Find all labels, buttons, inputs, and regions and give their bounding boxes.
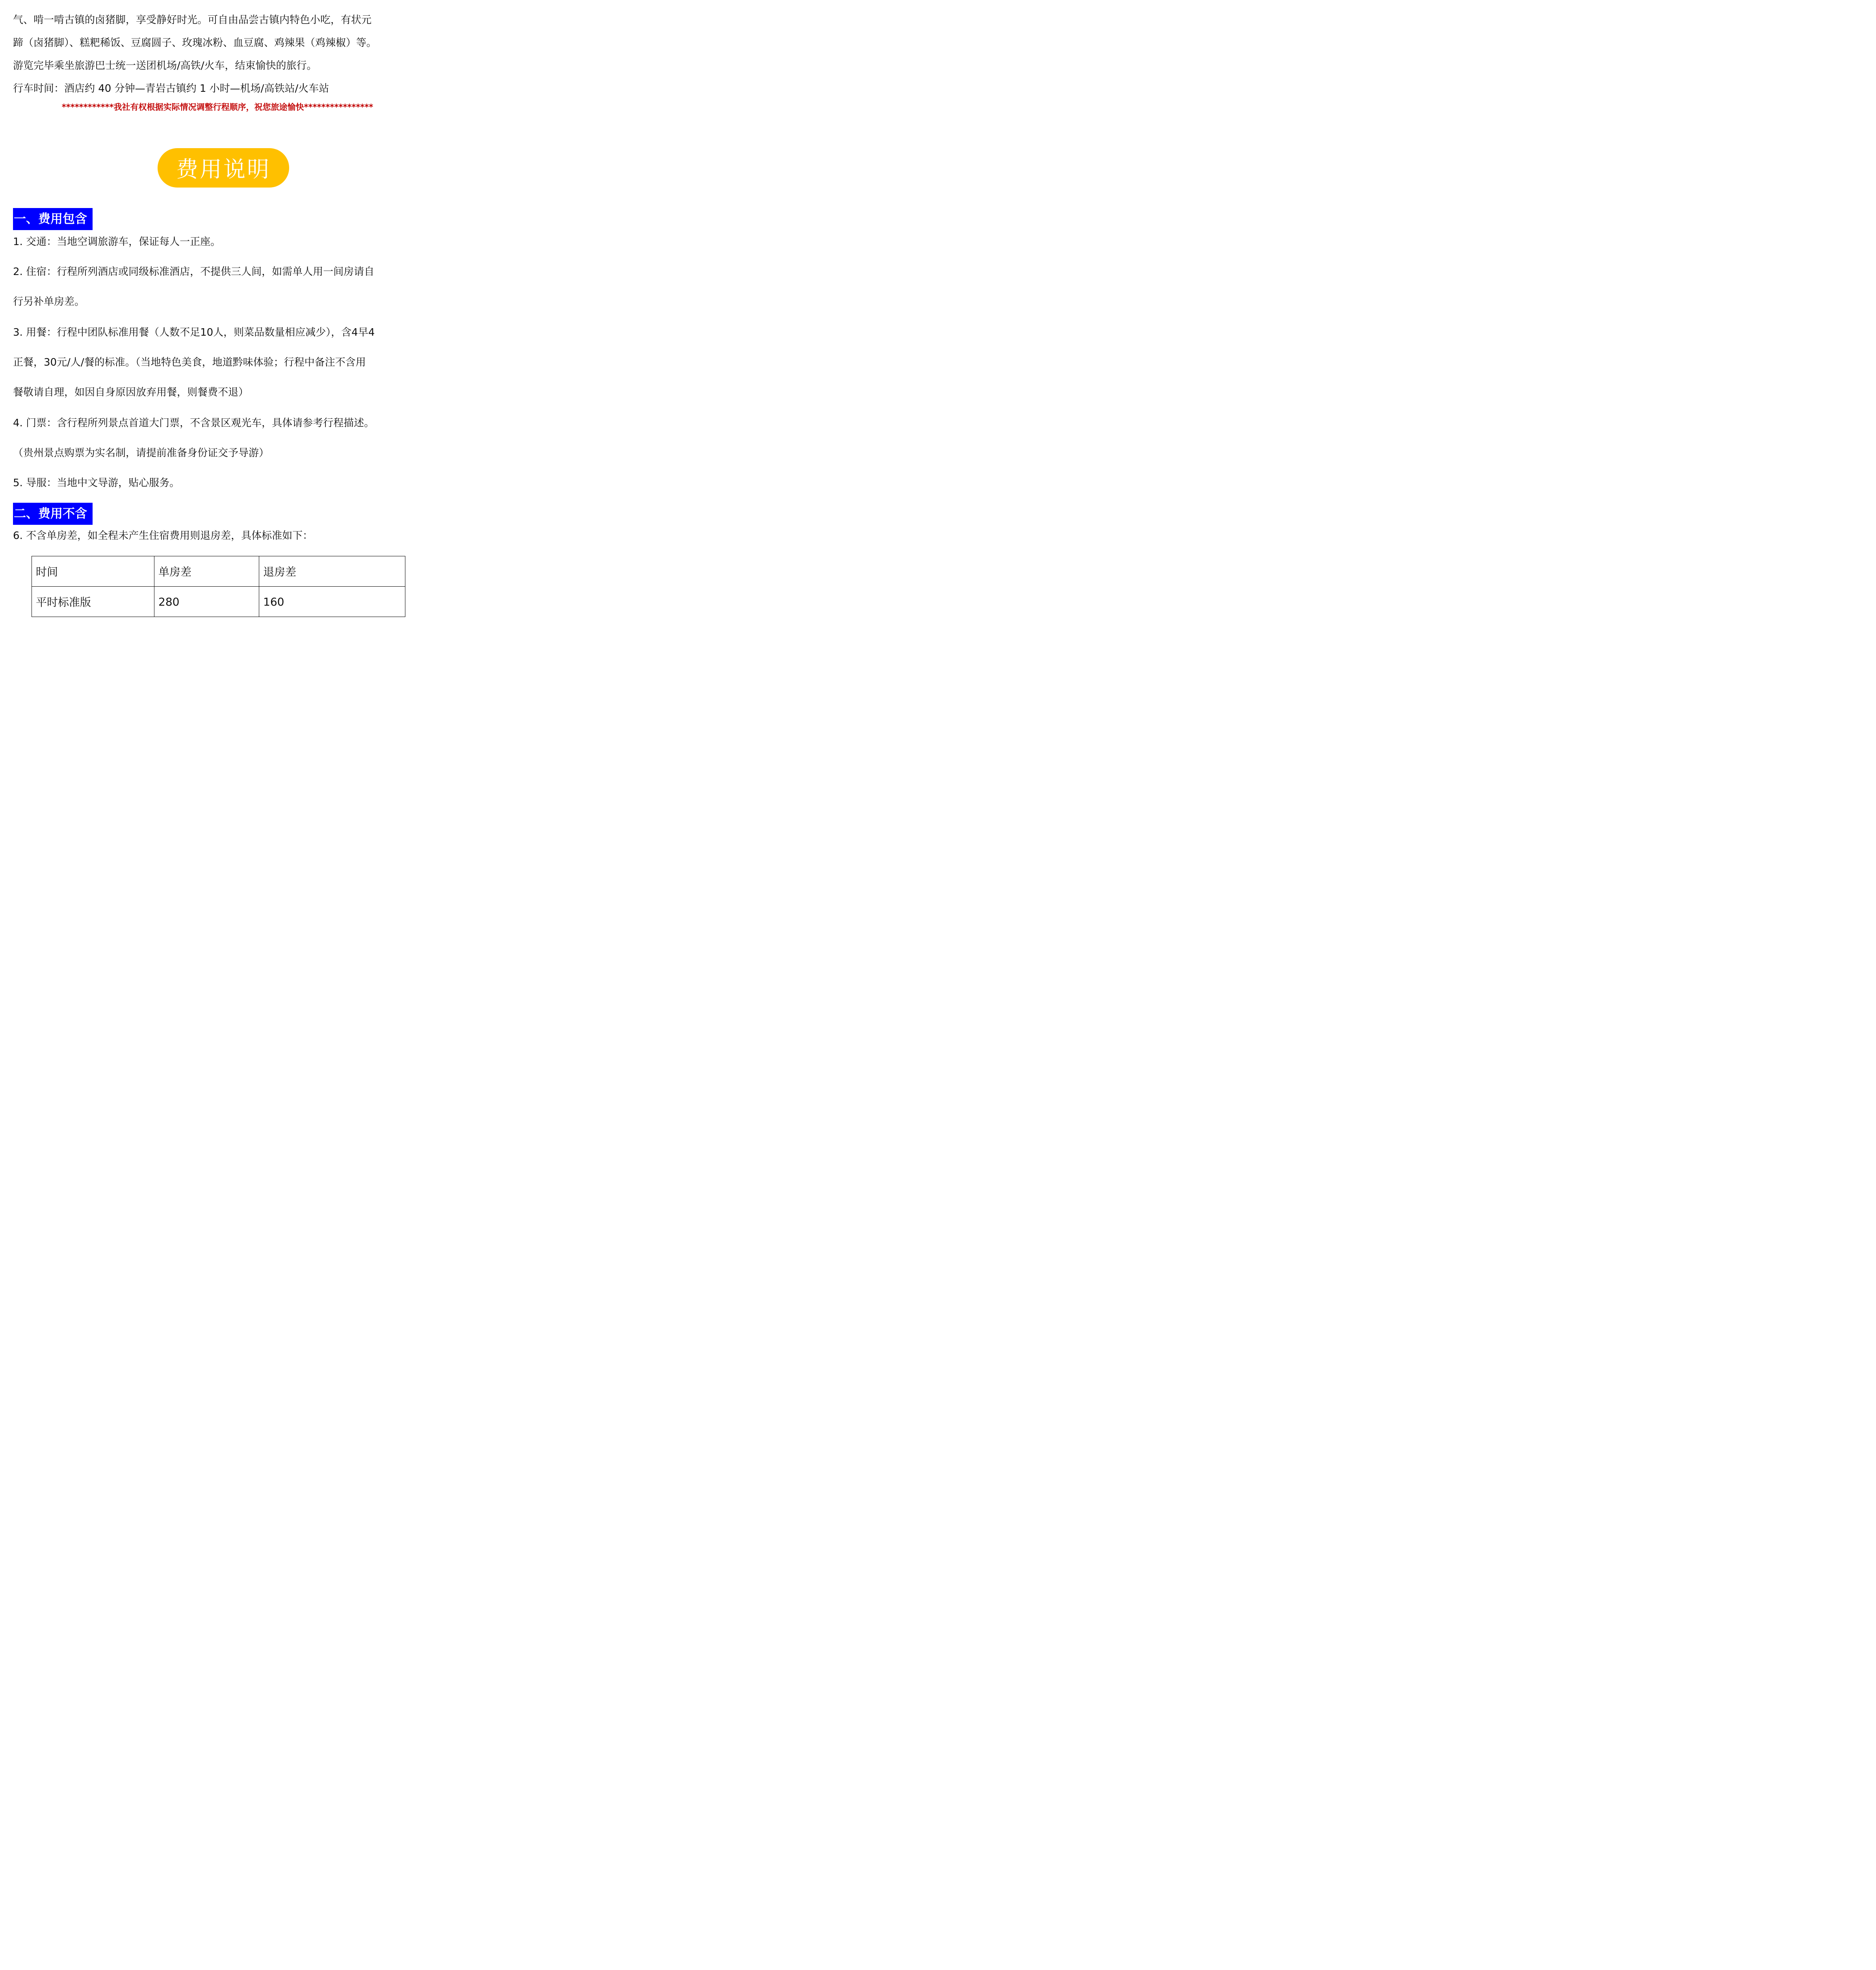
table-row [32, 587, 405, 617]
table-cell: 280 [154, 587, 259, 617]
included-heading: 一、费用包含 [13, 208, 93, 230]
intro-line: 蹄（卤猪脚）、糕粑稀饭、豆腐圆子、玫瑰冰粉、血豆腐、鸡辣果（鸡辣椒）等。 [13, 37, 377, 49]
included-item: 5. 导服：当地中文导游，贴心服务。 [13, 477, 180, 489]
included-item: 4. 门票：含行程所列景点首道大门票，不含景区观光车，具体请参考行程描述。 [13, 417, 375, 429]
excluded-heading: 二、费用不含 [13, 503, 93, 525]
table-header-row [32, 556, 405, 587]
single-room-fee-table [32, 556, 405, 617]
included-item: 3. 用餐：行程中团队标准用餐（人数不足10人，则菜品数量相应减少），含4早4 [13, 327, 375, 338]
included-item: 餐敬请自理，如因自身原因放弃用餐，则餐费不退） [13, 387, 249, 398]
itinerary-notice: ************我社有权根据实际情况调整行程顺序，祝您旅途愉快**************** [61, 102, 373, 112]
included-item: （贵州景点购票为实名制，请提前准备身份证交予导游） [13, 447, 269, 459]
table-header-cell: 单房差 [154, 556, 259, 587]
included-item: 正餐，30元/人/餐的标准。（当地特色美食，地道黔味体验；行程中备注不含用 [13, 357, 366, 368]
section-title-badge [158, 148, 289, 188]
section-title: 费用说明 [176, 157, 271, 182]
included-item: 行另补单房差。 [13, 296, 85, 308]
included-item: 2. 住宿：行程所列酒店或同级标准酒店，不提供三人间，如需单人用一间房请自 [13, 266, 375, 278]
table-header-cell: 时间 [32, 556, 154, 587]
drive-time-line: 行车时间：酒店约 40 分钟—青岩古镇约 1 小时—机场/高铁站/火车站 [13, 83, 329, 95]
table-cell: 160 [259, 587, 405, 617]
table-header-cell: 退房差 [259, 556, 405, 587]
included-item: 1. 交通：当地空调旅游车，保证每人一正座。 [13, 236, 221, 248]
page [0, 0, 435, 615]
intro-line: 游览完毕乘坐旅游巴士统一送团机场/高铁/火车，结束愉快的旅行。 [13, 60, 317, 72]
table-cell: 平时标准版 [32, 587, 154, 617]
intro-line: 气、啃一啃古镇的卤猪脚，享受静好时光。可自由品尝古镇内特色小吃，有状元 [13, 14, 372, 26]
excluded-item: 6. 不含单房差，如全程未产生住宿费用则退房差，具体标准如下： [13, 530, 313, 542]
